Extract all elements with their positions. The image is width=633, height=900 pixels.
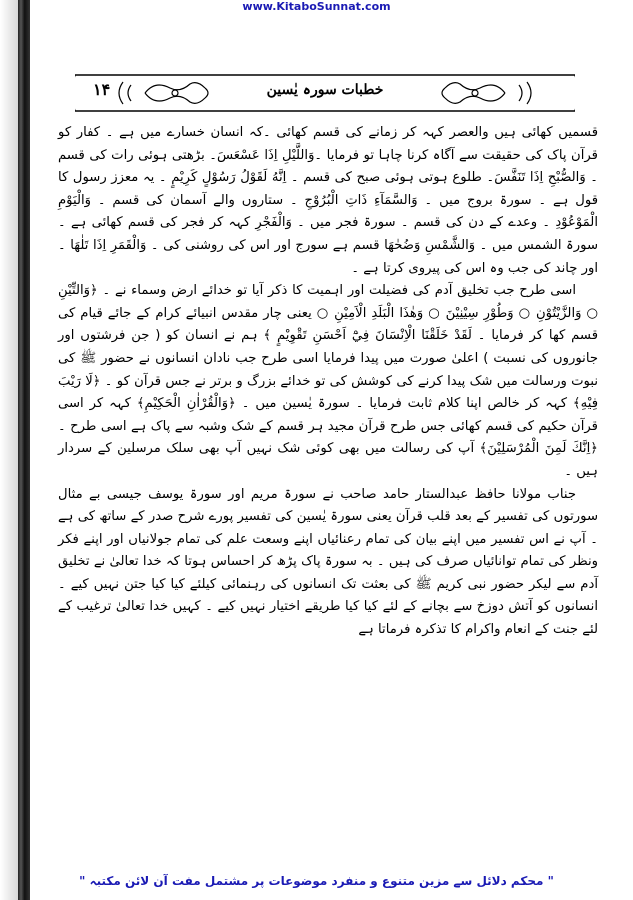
body-text: [58, 122, 598, 642]
paragraph-oaths: قسمیں کھائی ہیں والعصر کہہ کر زمانے کی قسم کھائی ۔کہ انسان خسارے میں ہے ۔ کفار کو قرآن پاک کی حقیقت سے آگاہ کرنا چاہا تو فرمایا ۔وَاللَّیْلِ اِذَا عَسْعَسَ۔ بڑھتی ہوئی رات کی قسم ۔ وَالصُّبْحِ اِذَا تَنَفَّسَ۔ طلوع ہوتی ہوئی صبح کی قسم ۔ اِنَّهُ لَقَوْلُ رَسُوْلٍ كَرِيْمٍ ۔ یہ معزز رسول کا قول ہے ۔ سورۃ بروج میں ۔ وَالسَّمَآءِ ذَاتِ الْبُرُوْجِ ۔ ستاروں والے آسمان کی قسم ۔ وَالْيَوْمِ الْمَوْعُوْدِ ۔ وعدے کے دن کی قسم ۔ سورۃ فجر میں ۔ وَالْفَجْرِ کہہ کر فجر کی قسم کھائی ہے ۔ سورۃ الشمس میں ۔ وَالشَّمْسِ وَضُحٰهَا قسم ہے سورج اور اس کی روشنی کی ۔ وَالْقَمَرِ اِذَا تَلٰهَا ۔ اور چاند کی جب وہ اس کی پیروی کرتا ہے ۔: [58, 125, 598, 276]
paragraph-creation: اسی طرح جب تخلیق آدم کی فضیلت اور اہمیت کا ذکر آیا تو خدائے ارض وسماء نے ۔ ﴿وَالتِّيْنِ ○ وَالزَّيْتُوْنِ ○ وَطُوْرِ سِيْنِيْنَ ○ وَهٰذَا الْبَلَدِ الْاَمِيْنِ ○ یعنی چار مقدس انبیائے کرام کے جائے قیام کی قسم کھا کر فرمایا ۔ لَقَدْ خَلَقْنَا الْاِنْسَانَ فِيْٓ اَحْسَنِ تَقْوِيْمٍ ﴾ ہم نے انسان کو ( جن فرشتوں اور جانوروں کی نسبت ) اعلیٰ صورت میں پیدا فرمایا اسی طرح جب نادان انسانوں نے حضور ﷺ کی نبوت ورسالت میں شک پیدا کرنے کی کوشش کی تو خدائے بزرگ و برتر نے جس قرآن کو ۔ ﴿لَا رَيْبَ فِيْهِ﴾ کہہ کر خالص اپنا کلام ثابت فرمایا ۔ سورۃ یٰسین میں ۔ ﴿وَالْقُرْاٰنِ الْحَكِيْمِ﴾ کہہ کر اسی قرآن حکیم کی قسم کھائی جس طرح قرآن مجید ہر قسم کے شک وشبہ سے پاک ہے اسی طرح ۔ ﴿اِنَّكَ لَمِنَ الْمُرْسَلِيْنَ﴾ آپ کی رسالت میں بھی کوئی شک نہیں آپ بھی سلک مرسلین کے سردار ہیں ۔: [58, 283, 598, 479]
ornamental-header: [75, 70, 575, 116]
book-title: خطبات سورہ یٰسین: [266, 82, 384, 98]
page-binding-shadow: [0, 0, 18, 900]
footer-promo-text: " محکم دلائل سے مزین متنوع و منفرد موضوعات پر مشتمل مفت آن لائن مکتبہ ": [79, 874, 554, 888]
page-binding-edge: [18, 0, 30, 900]
paragraph-tafsir-review: جناب مولانا حافظ عبدالستار حامد صاحب نے سورۃ مریم اور سورۃ یوسف جیسی بے مثال سورتوں کی تفسیر کے بعد قلب قرآن یعنی سورۃ یٰسین کی تفسیر پورے شرح صدر کے ساتھ کی ہے ۔ آپ نے اس تفسیر میں اپنے بیان کی تمام رعنائیاں اپنے وسعت علم کی تمام جولانیاں اور اپنے فکر ونظر کی تمام توانائیاں صرف کی ہیں ۔ بہ سورۃ پاک پڑھ کر احساس ہوتا کہ خدا تعالیٰ نے تخلیق آدم سے لیکر حضور نبی کریم ﷺ کی بعثت تک انسانوں کی رہنمائی کیلئے کیا کیا جتن نہیں کیے ۔ انسانوں کو آتش دوزخ سے بچانے کے لئے کیا کیا طریقے اختیار نہیں کیے ۔ کہیں خدا تعالیٰ ترغیب کے لئے جنت کے انعام واکرام کا تذکرہ فرماتا ہے: [58, 486, 598, 638]
page-number: ۱۴: [93, 80, 111, 99]
site-url-link[interactable]: www.KitaboSunnat.com: [242, 0, 391, 13]
